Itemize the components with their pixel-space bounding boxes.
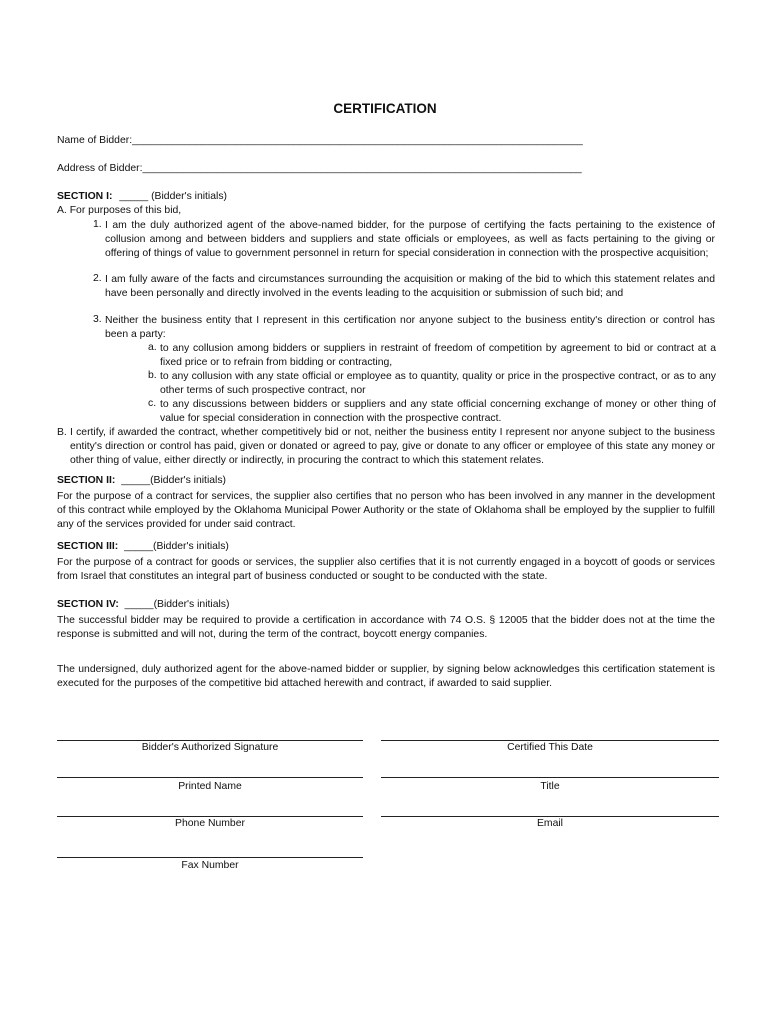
- phone-number-label: Phone Number: [175, 818, 245, 829]
- phone-line: [57, 816, 363, 817]
- sub-c-text: to any discussions between bidders or suppliers and any state official concerning exchange of money or other thing of value for special consideration in connection with the prospective contract.: [160, 399, 716, 424]
- item-3-number: 3.: [93, 314, 102, 325]
- section-1-a-intro: A. For purposes of this bid,: [57, 205, 182, 216]
- section-4-initials: _____(Bidder's initials): [124, 599, 230, 610]
- section-4-header: [57, 599, 229, 610]
- sub-a-text: to any collusion among bidders or suppliers in restraint of freedom of competition by agreement to bid or contract at a fixed price or to refrain from bidding or contracting,: [160, 343, 716, 368]
- item-2-text: I am fully aware of the facts and circumstances surrounding the acquisition or making of the bid to which this statement relates and have been personally and directly involved in the events leading to the acquisition or submission of such bid; and: [105, 274, 715, 299]
- section-1-b-paragraph: B. I certify, if awarded the contract, whether competitively bid or not, neither the business entity I represent nor anyone subject to the business entity's direction or control has paid, given or donated or agreed to pay, give or donate to any officer or employee of this state any money or other thing of value, either directly or indirectly, in procuring the contract to which this statement relates.: [57, 427, 715, 466]
- page-title: CERTIFICATION: [333, 101, 437, 116]
- section-2-initials: _____(Bidder's initials): [121, 475, 226, 486]
- signature-line: [57, 740, 363, 741]
- sub-c-letter: c.: [148, 398, 157, 409]
- section-2-header: [57, 475, 226, 486]
- item-2-number: 2.: [93, 273, 102, 284]
- date-line: [381, 740, 719, 741]
- fax-number-label: Fax Number: [181, 860, 239, 871]
- section-2-body: For the purpose of a contract for services, the supplier also certifies that no person who has been involved in any manner in the development of this contract while employed by the Oklahoma Municipal Power Authority or the state of Oklahoma shall be employed by the supplier to fulfill any of the services provided for under said contract.: [57, 491, 715, 530]
- section-3-heading: SECTION III:: [57, 541, 119, 552]
- fax-line: [57, 857, 363, 858]
- printed-name-line: [57, 777, 363, 778]
- sub-b-text: to any collusion with any state official or employee as to quantity, quality or price in the prospective contract, or as to any other terms of such prospective contract, nor: [160, 371, 716, 396]
- name-of-bidder-field: Name of Bidder:______________________________________________________________________________: [57, 135, 583, 146]
- section-3-body: For the purpose of a contract for goods or services, the supplier also certifies that it is not currently engaged in a boycott of goods or services from Israel that constitutes an integral part of business conducted or sought to be conducted with the state.: [57, 557, 715, 582]
- section-1-initials: _____ (Bidder's initials): [119, 191, 227, 202]
- item-3-text: Neither the business entity that I represent in this certification nor anyone subject to the business entity's direction or control has been a party:: [105, 315, 715, 340]
- item-1-text: I am the duly authorized agent of the above-named bidder, for the purpose of certifying the facts pertaining to the existence of collusion among and between bidders and suppliers and state officials or employees, as well as facts pertaining to the giving or offering of things of value to government personnel in return for special consideration in connection with the prospective acquisition;: [105, 220, 715, 259]
- section-3-initials: _____(Bidder's initials): [124, 541, 229, 552]
- section-1-header: [57, 191, 227, 202]
- authorized-signature-label: Bidder's Authorized Signature: [141, 742, 279, 753]
- section-3-header: [57, 541, 229, 552]
- sub-b-letter: b.: [148, 370, 157, 381]
- printed-name-label: Printed Name: [178, 781, 242, 792]
- title-line: [381, 777, 719, 778]
- closing-statement: The undersigned, duly authorized agent for the above-named bidder or supplier, by signing below acknowledges this certification statement is executed for the purposes of the competitive bid attached herewith and contract, if awarded to said supplier.: [57, 664, 715, 689]
- title-label: Title: [540, 781, 560, 792]
- email-label: Email: [537, 818, 563, 829]
- section-4-body: The successful bidder may be required to provide a certification in accordance with 74 O.S. § 12005 that the bidder does not at the time the response is submitted and will not, during the term of the contract, boycott energy companies.: [57, 615, 715, 640]
- address-of-bidder-field: Address of Bidder:____________________________________________________________________________: [57, 163, 582, 174]
- section-1-heading: SECTION I:: [57, 191, 113, 202]
- section-4-heading: SECTION IV:: [57, 599, 119, 610]
- certified-date-label: Certified This Date: [507, 742, 593, 753]
- email-line: [381, 816, 719, 817]
- item-1-number: 1.: [93, 219, 102, 230]
- section-2-heading: SECTION II:: [57, 475, 116, 486]
- sub-a-letter: a.: [148, 342, 157, 353]
